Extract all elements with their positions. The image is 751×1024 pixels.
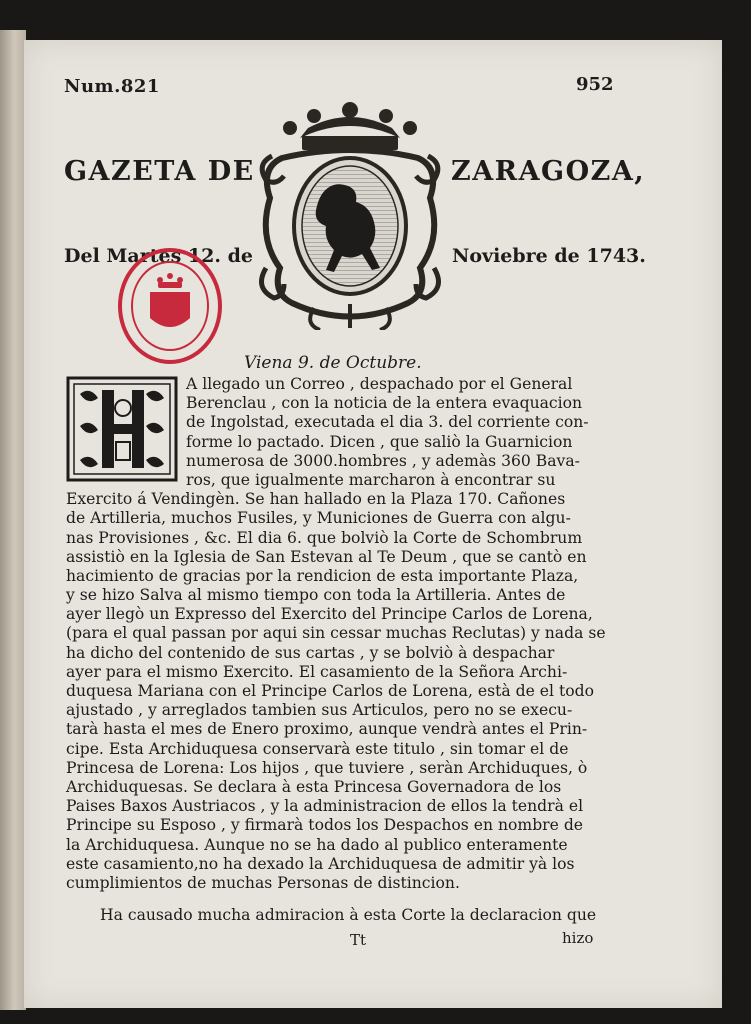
- text-line: Paises Baxos Austriacos , y la administracion de ellos la tendrà el: [66, 797, 584, 816]
- text-line: hacimiento de gracias por la rendicion de esta importante Plaza,: [66, 566, 579, 585]
- text-line: assistiò en la Iglesia de San Estevan al Te Deum , que se cantò en: [66, 547, 587, 566]
- text-line: cumplimientos de muchas Personas de distincion.: [66, 873, 460, 892]
- text-line: cipe. Esta Archiduquesa conservarà este titulo , sin tomar el de: [66, 739, 569, 758]
- text-line: ayer para el mismo Exercito. El casamiento de la Señora Archi-: [66, 662, 568, 681]
- title-right: ZARAGOZA,: [451, 156, 646, 187]
- date-left: Del Martes 12. de: [64, 245, 253, 267]
- text-line: Principe su Esposo , y firmarà todos los Despachos en nombre de: [66, 816, 584, 835]
- text-line: Berenclau , con la noticia de la entera evaquacion: [186, 394, 583, 413]
- text-line: numerosa de 3000.hombres , y ademàs 360 Bava-: [186, 451, 580, 470]
- text-line: nas Provisiones , &c. El dia 6. que bolviò la Corte de Schombrum: [66, 528, 583, 547]
- text-line: de Ingolstad, executada el dia 3. del corriente con-: [186, 413, 589, 432]
- issue-number: Num.821: [64, 76, 160, 97]
- text-line: ros, que igualmente marcharon à encontrar su: [186, 470, 556, 489]
- text-line: forme lo pactado. Dicen , que saliò la Guarnicion: [186, 432, 573, 451]
- title-left: GAZETA DE: [64, 156, 255, 187]
- text-line: Archiduquesas. Se declara à esta Princesa Governadora de los: [66, 777, 562, 796]
- text-line: Princesa de Lorena: Los hijos , que tuviere , seràn Archiduques, ò: [66, 758, 588, 777]
- book-spine: [0, 30, 26, 1010]
- text-line: este casamiento,no ha dexado la Archiduquesa de admitir yà los: [66, 854, 575, 873]
- text-line: ajustado , y arreglados tambien sus Articulos, pero no se execu-: [66, 701, 573, 720]
- text-line: tarà hasta el mes de Enero proximo, aunque vendrà antes el Prin-: [66, 720, 588, 739]
- text-line: y se hizo Salva al mismo tiempo con toda la Artilleria. Antes de: [66, 586, 566, 605]
- page-number: 952: [576, 74, 614, 95]
- date-right: Noviebre de 1743.: [452, 245, 646, 267]
- gazette-page: [24, 40, 722, 1008]
- catchword: hizo: [562, 929, 594, 947]
- text-line: Exercito á Vendingèn. Se han hallado en la Plaza 170. Cañones: [66, 490, 566, 509]
- text-line: A llegado un Correo , despachado por el General: [186, 375, 573, 393]
- text-line: duquesa Mariana con el Principe Carlos de Lorena, està de el todo: [66, 682, 594, 700]
- text-line: ha dicho del contenido de sus cartas , y se bolviò à despachar: [66, 643, 555, 662]
- text-line: de Artilleria, muchos Fusiles, y Municiones de Guerra con algu-: [66, 509, 571, 528]
- text-line: ayer llegò un Expresso del Exercito del Principe Carlos de Lorena,: [66, 605, 593, 624]
- text-line: (para el qual passan por aqui sin cessar muchas Reclutas) y nada se: [66, 624, 606, 643]
- next-paragraph-line: Ha causado mucha admiracion à esta Corte la declaracion que: [100, 906, 597, 924]
- signature-mark: Tt: [350, 931, 367, 949]
- article-dateline: Viena 9. de Octubre.: [244, 353, 422, 373]
- lion-crest-icon: [252, 98, 448, 330]
- library-stamp-icon: [116, 246, 224, 366]
- article-body: [66, 375, 618, 893]
- text-line: la Archiduquesa. Aunque no se ha dado al publico enteramente: [66, 835, 568, 854]
